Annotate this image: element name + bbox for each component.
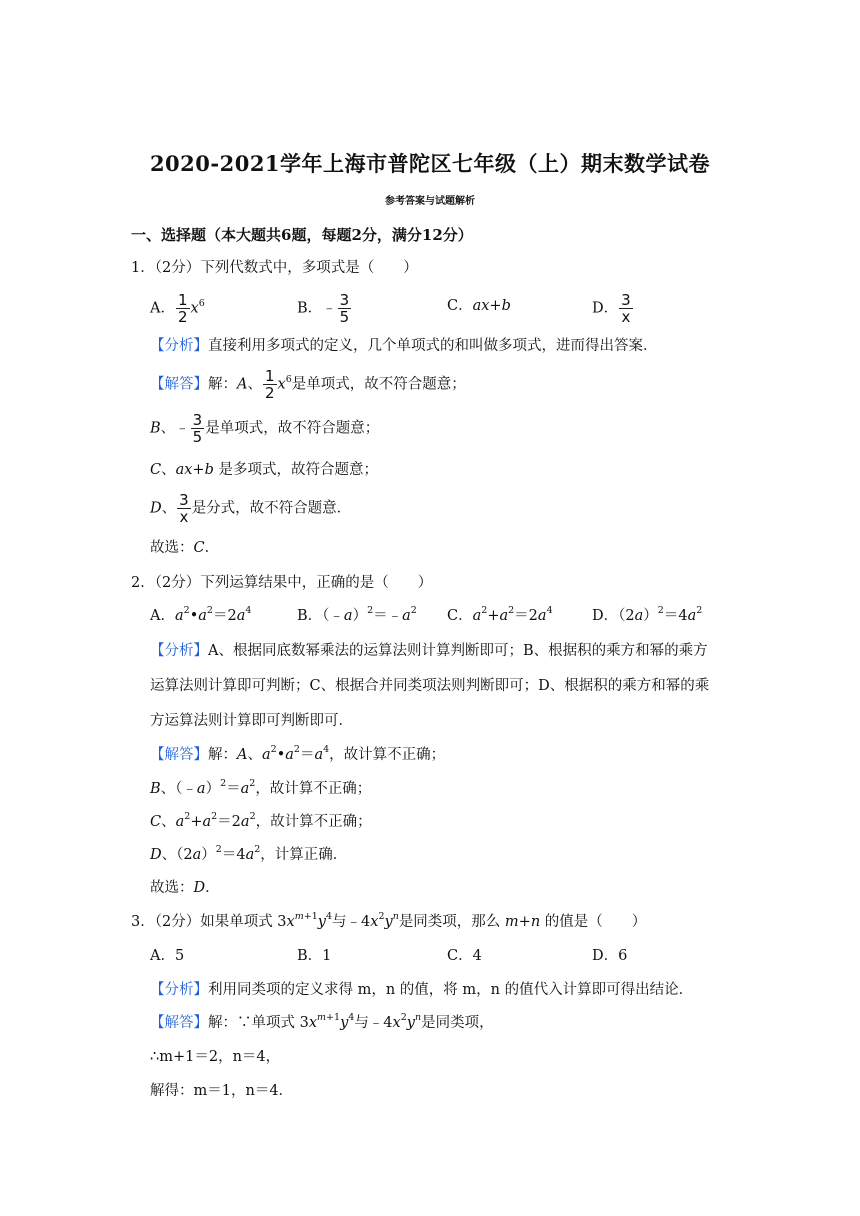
q2-option-b: B．$(﹣a)^2=﹣a^2$ bbox=[297, 605, 417, 624]
solution-tag: 【解答】 bbox=[150, 376, 208, 393]
q1-option-b: B．﹣ $\frac{3}{5}$ bbox=[297, 291, 350, 326]
analysis-tag: 【分析】 bbox=[150, 982, 208, 998]
q1-answer: 故选：C． bbox=[150, 540, 220, 556]
q1-solution-c: C、ax+b 是多项式，故符合题意； bbox=[150, 462, 378, 478]
q2-option-a: A．$a^2•a^2=2a^4$ bbox=[150, 605, 252, 624]
q1-solution-b: B、﹣ $\frac{3}{5}$ 是单项式，故不符合题意； bbox=[150, 411, 380, 446]
page-title: 2020-2021学年上海市普陀区七年级（上）期末数学试卷 bbox=[149, 151, 711, 176]
q3-step-2: 解得：m＝1，n＝4． bbox=[150, 1083, 294, 1099]
q3-option-b: B．1 bbox=[297, 948, 332, 964]
q3-option-a: A．5 bbox=[150, 948, 185, 964]
q2-answer: 故选：D． bbox=[150, 880, 220, 896]
q2-solution-b: B、$(﹣a)^2=a^2$，故计算不正确； bbox=[150, 778, 372, 797]
q2-option-d: D．$(2a)^2=4a^2$ bbox=[592, 605, 703, 624]
solution-tag: 【解答】 bbox=[150, 1015, 208, 1031]
q2-solution-d: D、$(2a)^2=4a^2$，计算正确． bbox=[150, 844, 348, 863]
q2-analysis-line-2: 运算法则计算即可判断；C、根据合并同类项法则判断即可；D、根据积的乘方和幂的乘 bbox=[150, 678, 710, 694]
q2-analysis-line-1: 【分析】A、根据同底数幂乘法的运算法则计算判断即可；B、根据积的乘方和幂的乘方 bbox=[150, 643, 708, 659]
q2-option-c: C．$a^2+a^2=2a^4$ bbox=[447, 605, 553, 624]
solution-tag: 【解答】 bbox=[150, 747, 208, 763]
q2-analysis-line-3: 方运算法则计算即可判断即可． bbox=[150, 713, 353, 729]
q1-option-a: A． $\frac{1}{2}$ $x^6$ bbox=[150, 291, 205, 326]
q3-solution: 【解答】解：∵单项式 $3x^{m+1}y^4$与$﹣4x^2y^n$是同类项， bbox=[150, 1012, 494, 1031]
q2-solution-c: C、$a^2+a^2=2a^2$，故计算不正确； bbox=[150, 811, 372, 830]
q1-option-d: D． $\frac{3}{x}$ bbox=[592, 291, 631, 326]
q2-solution-a: 【解答】解：A、$a^2•a^2=a^4$，故计算不正确； bbox=[150, 744, 446, 763]
q1-analysis: 【分析】直接利用多项式的定义，几个单项式的和叫做多项式，进而得出答案． bbox=[150, 338, 658, 354]
q1-solution-d: D、 $\frac{3}{x}$ 是分式，故不符合题意． bbox=[150, 491, 352, 526]
analysis-tag: 【分析】 bbox=[150, 643, 208, 659]
question-2-stem: 2．（2分）下列运算结果中，正确的是（ ） bbox=[131, 575, 433, 591]
q3-option-c: C．4 bbox=[447, 948, 482, 964]
page-subtitle: 参考答案与试题解析 bbox=[385, 196, 475, 207]
question-3-stem: 3．（2分）如果单项式 $3x^{m+1}y^4$与$﹣4x^2y^n$是同类项，那么 m+n 的值是（ ） bbox=[131, 911, 647, 930]
q3-option-d: D．6 bbox=[592, 948, 628, 964]
q3-analysis: 【分析】利用同类项的定义求得 m，n 的值，将 m，n 的值代入计算即可得出结论． bbox=[150, 982, 694, 998]
q1-solution-a: 【解答】解：A、 $\frac{1}{2}$ $x^6$是单项式，故不符合题意； bbox=[150, 367, 466, 402]
section-heading: 一、选择题（本大题共6题，每题2分，满分12分） bbox=[131, 226, 473, 244]
q3-step-1: ∴m+1＝2，n＝4， bbox=[150, 1049, 281, 1065]
question-1-stem: 1．（2分）下列代数式中，多项式是（ ） bbox=[131, 260, 418, 276]
q1-option-c: C．ax+b bbox=[447, 298, 511, 314]
analysis-tag: 【分析】 bbox=[150, 338, 208, 354]
